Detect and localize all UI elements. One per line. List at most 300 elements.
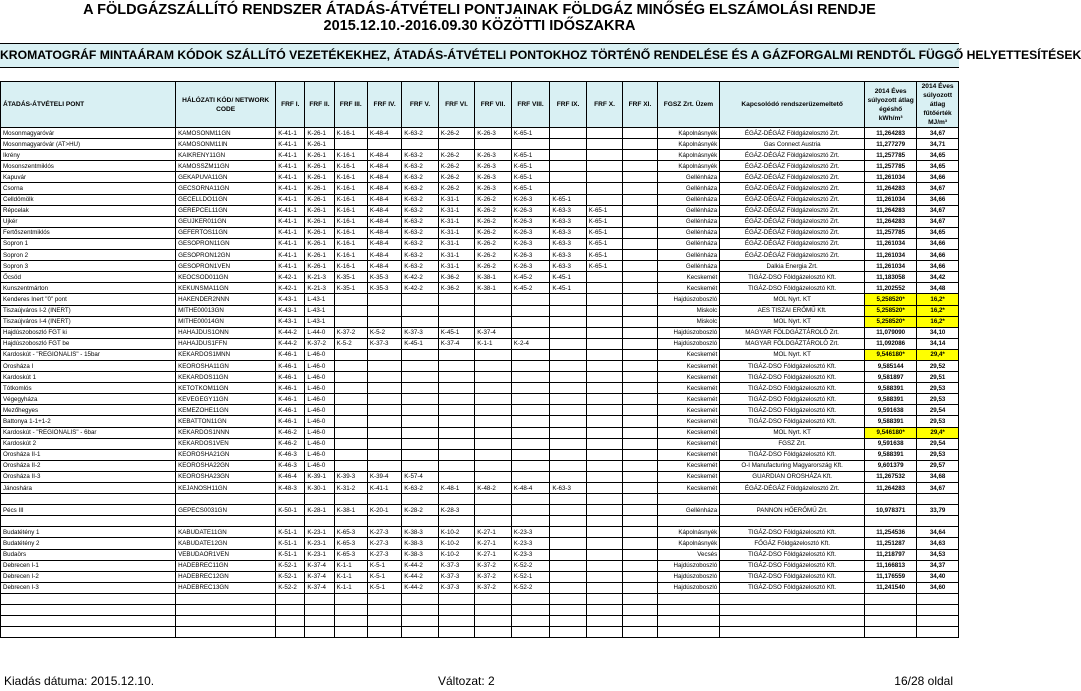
cell-frf (402, 427, 438, 438)
cell-fgsz: Gellénháza (657, 216, 720, 227)
cell-fgsz: Kecskemét (657, 471, 720, 482)
cell-calorific: 9,546180* (865, 349, 917, 360)
cell-point (1, 605, 176, 616)
cell-fgsz: Gellénháza (657, 194, 720, 205)
cell-frf: K-27-1 (475, 538, 511, 549)
cell-frf (586, 571, 622, 582)
cell-calorific: 11,257785 (865, 150, 917, 161)
cell-frf (402, 593, 438, 604)
cell-frf: K-42-1 (276, 283, 305, 294)
cell-frf (550, 360, 586, 371)
cell-frf (305, 494, 334, 505)
cell-frf (475, 494, 511, 505)
cell-operator: ÉGÁZ-DÉGÁZ Földgázelosztó Zrt. (720, 250, 865, 261)
cell-frf: K-36-2 (438, 272, 474, 283)
version: Változat: 2 (438, 674, 495, 688)
cell-point: Battonya 1-1+1-2 (1, 416, 176, 427)
cell-frf: K-26-2 (475, 238, 511, 249)
cell-fgsz: Hajdúszoboszló (657, 338, 720, 349)
cell-frf (550, 593, 586, 604)
cell-code: KEOROSHA21GN (176, 449, 276, 460)
cell-frf: K-63-3 (550, 227, 586, 238)
cell-code (176, 627, 276, 638)
cell-code: GEKAPUVA11GN (176, 172, 276, 183)
cell-frf (475, 360, 511, 371)
cell-frf (367, 427, 401, 438)
cell-code: HAHAJDUS1ONN (176, 327, 276, 338)
cell-frf (402, 416, 438, 427)
table-body (1, 128, 959, 638)
cell-frf: K-45-2 (511, 283, 550, 294)
cell-point: Ujkér (1, 216, 176, 227)
cell-frf: K-63-3 (550, 238, 586, 249)
cell-operator: ÉGÁZ-DÉGÁZ Földgázelosztó Zrt. (720, 128, 865, 139)
cell-frf (550, 438, 586, 449)
cell-frf (367, 394, 401, 405)
cell-frf (550, 494, 586, 505)
cell-operator: ÉGÁZ-DÉGÁZ Földgázelosztó Zrt. (720, 238, 865, 249)
cell-frf: K-31-1 (438, 216, 474, 227)
cell-frf (438, 449, 474, 460)
cell-code: KEBATTON11GN (176, 416, 276, 427)
cell-frf (438, 593, 474, 604)
cell-frf: K-48-4 (367, 183, 401, 194)
cell-code: GESOPRON11GN (176, 238, 276, 249)
cell-frf: K-42-2 (402, 283, 438, 294)
cell-code: KABUDATE11GN (176, 527, 276, 538)
cell-heating: 34,66 (917, 194, 959, 205)
cell-frf (334, 305, 367, 316)
cell-frf: K-39-3 (334, 471, 367, 482)
cell-frf (511, 383, 550, 394)
cell-calorific: 11,218797 (865, 549, 917, 560)
cell-frf: K-26-2 (438, 128, 474, 139)
cell-frf (550, 416, 586, 427)
col-frf8: FRF VIII. (511, 82, 550, 128)
cell-code: KAIKRENY11GN (176, 150, 276, 161)
cell-point: Őcsöd (1, 272, 176, 283)
cell-frf: K-26-2 (475, 261, 511, 272)
cell-fgsz: Vecsés (657, 549, 720, 560)
cell-frf (367, 139, 401, 150)
cell-frf: K-26-2 (475, 216, 511, 227)
cell-code: KEMEZOHE11GN (176, 405, 276, 416)
cell-operator: ÉGÁZ-DÉGÁZ Földgázelosztó Zrt. (720, 183, 865, 194)
cell-fgsz: Kecskemét (657, 416, 720, 427)
cell-frf: K-63-2 (402, 261, 438, 272)
cell-operator: TIGÁZ-DSO Földgázelosztó Kft. (720, 283, 865, 294)
cell-frf: K-26-3 (511, 205, 550, 216)
cell-frf (511, 593, 550, 604)
cell-frf: L-46-0 (305, 360, 334, 371)
cell-frf (511, 516, 550, 527)
cell-frf: K-48-4 (367, 128, 401, 139)
cell-frf (367, 516, 401, 527)
cell-frf (475, 416, 511, 427)
cell-frf (402, 605, 438, 616)
cell-frf (623, 460, 657, 471)
cell-frf: K-21-3 (305, 283, 334, 294)
cell-frf (334, 383, 367, 394)
cell-frf (438, 460, 474, 471)
cell-frf: K-65-1 (511, 183, 550, 194)
cell-frf (334, 294, 367, 305)
page-number: 16/28 oldal (894, 674, 953, 688)
cell-frf (334, 372, 367, 383)
cell-frf (438, 372, 474, 383)
cell-point: Mosonmagyaróvár (AT>HU) (1, 139, 176, 150)
cell-frf: K-37-2 (475, 571, 511, 582)
cell-calorific: 11,264283 (865, 205, 917, 216)
cell-point: Répcelak (1, 205, 176, 216)
document-period: 2015.12.10.-2016.09.30 KÖZÖTTI IDŐSZAKRA (323, 18, 636, 34)
cell-frf: K-28-3 (438, 505, 474, 516)
cell-heating: 34,67 (917, 483, 959, 494)
cell-frf: K-63-2 (402, 250, 438, 261)
cell-frf (550, 627, 586, 638)
cell-frf (475, 405, 511, 416)
cell-frf (475, 427, 511, 438)
cell-frf: K-26-3 (511, 238, 550, 249)
cell-frf: K-16-1 (334, 250, 367, 261)
cell-frf: K-27-3 (367, 538, 401, 549)
cell-operator: TIGÁZ-DSO Földgázelosztó Kft. (720, 272, 865, 283)
cell-operator: TIGÁZ-DSO Földgázelosztó Kft. (720, 372, 865, 383)
cell-operator: Dalkia Energia Zrt. (720, 261, 865, 272)
cell-frf (623, 294, 657, 305)
cell-frf (550, 605, 586, 616)
cell-frf: K-63-2 (402, 183, 438, 194)
cell-code: KETOTKOM11GN (176, 383, 276, 394)
cell-frf: K-65-3 (334, 527, 367, 538)
cell-operator: TIGÁZ-DSO Földgázelosztó Kft. (720, 527, 865, 538)
cell-frf: K-26-1 (305, 128, 334, 139)
cell-code (176, 516, 276, 527)
cell-frf (623, 505, 657, 516)
cell-frf: K-37-3 (438, 582, 474, 593)
cell-frf (334, 316, 367, 327)
cell-heating: 34,67 (917, 216, 959, 227)
cell-frf: K-31-1 (438, 261, 474, 272)
cell-operator: ÉGÁZ-DÉGÁZ Földgázelosztó Zrt. (720, 483, 865, 494)
cell-operator: ÉGÁZ-DÉGÁZ Földgázelosztó Zrt. (720, 227, 865, 238)
cell-frf: K-27-3 (367, 549, 401, 560)
cell-frf (475, 139, 511, 150)
col-frf1: FRF I. (276, 82, 305, 128)
cell-point: Ikrény (1, 150, 176, 161)
cell-frf (623, 605, 657, 616)
cell-frf (276, 516, 305, 527)
cell-fgsz: Kápolnásnyék (657, 128, 720, 139)
cell-frf (475, 605, 511, 616)
cell-frf (511, 449, 550, 460)
cell-heating: 34,71 (917, 139, 959, 150)
cell-frf (623, 360, 657, 371)
cell-heating: 34,37 (917, 560, 959, 571)
cell-frf: K-38-1 (475, 272, 511, 283)
cell-frf: K-44-2 (276, 338, 305, 349)
cell-calorific: 5,258520* (865, 294, 917, 305)
col-calorific-label: 2014 Éves súlyozott átlag égéshő (867, 87, 914, 113)
cell-frf: K-38-1 (334, 505, 367, 516)
table-spacer-row (1, 605, 959, 616)
cell-frf (586, 360, 622, 371)
cell-operator: ÉGÁZ-DÉGÁZ Földgázelosztó Zrt. (720, 161, 865, 172)
cell-frf: K-36-2 (438, 283, 474, 294)
col-frf11: FRF XI. (623, 82, 657, 128)
cell-frf: K-26-3 (475, 150, 511, 161)
cell-frf (511, 305, 550, 316)
cell-heating: 34,67 (917, 205, 959, 216)
col-frf7: FRF VII. (475, 82, 511, 128)
cell-frf: K-45-1 (550, 283, 586, 294)
cell-frf (511, 427, 550, 438)
cell-operator: MOL Nyrt. KT (720, 316, 865, 327)
cell-frf (550, 349, 586, 360)
cell-frf (367, 349, 401, 360)
cell-frf (367, 360, 401, 371)
table-row (1, 194, 959, 205)
cell-frf: L-46-0 (305, 449, 334, 460)
cell-frf (623, 427, 657, 438)
cell-frf: K-26-1 (305, 238, 334, 249)
cell-point: Kapuvár (1, 172, 176, 183)
table-row (1, 227, 959, 238)
cell-frf: K-39-1 (305, 471, 334, 482)
cell-frf (586, 383, 622, 394)
cell-fgsz: Gellénháza (657, 250, 720, 261)
cell-frf: K-35-3 (367, 272, 401, 283)
cell-frf (623, 627, 657, 638)
issue-date: Kiadás dátuma: 2015.12.10. (4, 674, 155, 688)
document-title: A FÖLDGÁZSZÁLLÍTÓ RENDSZER ÁTADÁS-ÁTVÉTELI PONTJAINAK FÖLDGÁZ MINŐSÉG ELSZÁMOLÁSI RENDJE (83, 2, 876, 18)
cell-point: Mosonszentmiklós (1, 161, 176, 172)
table-row (1, 150, 959, 161)
cell-frf (550, 294, 586, 305)
cell-frf (511, 471, 550, 482)
cell-fgsz: Kecskemét (657, 449, 720, 460)
cell-fgsz: Kecskemét (657, 438, 720, 449)
cell-frf: L-46-0 (305, 438, 334, 449)
table-row (1, 183, 959, 194)
table-spacer-row (1, 627, 959, 638)
cell-frf (511, 627, 550, 638)
cell-frf (623, 538, 657, 549)
cell-frf: K-65-3 (334, 549, 367, 560)
cell-frf: K-37-4 (305, 582, 334, 593)
cell-frf (623, 161, 657, 172)
cell-frf (475, 305, 511, 316)
cell-frf: K-46-2 (276, 438, 305, 449)
cell-frf (305, 516, 334, 527)
cell-point: Budatétény 2 (1, 538, 176, 549)
cell-code: KEVEGEGY11GN (176, 394, 276, 405)
cell-operator: MAGYAR FÖLDGÁZTÁROLÓ Zrt. (720, 338, 865, 349)
cell-frf (623, 394, 657, 405)
cell-frf (550, 582, 586, 593)
cell-heating: 16,2* (917, 316, 959, 327)
table-row (1, 449, 959, 460)
cell-frf: K-26-2 (438, 161, 474, 172)
cell-frf (438, 394, 474, 405)
cell-frf: K-48-4 (367, 150, 401, 161)
cell-frf (402, 460, 438, 471)
table-row (1, 505, 959, 516)
cell-frf: K-26-2 (475, 205, 511, 216)
cell-frf (475, 460, 511, 471)
cell-frf (511, 349, 550, 360)
col-frf6: FRF VI. (438, 82, 474, 128)
cell-frf: K-52-2 (511, 560, 550, 571)
cell-frf: L-43-1 (305, 294, 334, 305)
cell-frf (334, 438, 367, 449)
cell-heating: 16,2* (917, 305, 959, 316)
cell-frf (511, 505, 550, 516)
cell-frf: K-21-3 (305, 272, 334, 283)
cell-frf: K-16-1 (334, 261, 367, 272)
cell-fgsz: Miskolc (657, 305, 720, 316)
cell-fgsz: Kápolnásnyék (657, 150, 720, 161)
cell-frf: K-28-2 (402, 505, 438, 516)
cell-frf (511, 316, 550, 327)
cell-code: HAKENDER2NNN (176, 294, 276, 305)
cell-frf (511, 327, 550, 338)
cell-frf: K-26-2 (438, 172, 474, 183)
cell-frf (511, 460, 550, 471)
cell-operator: O-I Manufacturing Magyarország Kft. (720, 460, 865, 471)
cell-code: HADEBREC13GN (176, 582, 276, 593)
col-frf2: FRF II. (305, 82, 334, 128)
cell-frf (402, 494, 438, 505)
cell-frf: K-65-1 (586, 227, 622, 238)
cell-frf: K-43-1 (276, 305, 305, 316)
page-footer (0, 672, 959, 690)
cell-operator: TIGÁZ-DSO Földgázelosztó Kft. (720, 405, 865, 416)
cell-frf: K-65-1 (586, 238, 622, 249)
cell-fgsz: Gellénháza (657, 172, 720, 183)
cell-point: Sopron 1 (1, 238, 176, 249)
cell-heating: 16,2* (917, 294, 959, 305)
cell-frf (475, 294, 511, 305)
cell-frf: K-63-2 (402, 128, 438, 139)
cell-fgsz: Kecskemét (657, 283, 720, 294)
cell-operator: ÉGÁZ-DÉGÁZ Földgázelosztó Zrt. (720, 194, 865, 205)
cell-frf: K-38-3 (402, 538, 438, 549)
cell-frf (623, 416, 657, 427)
cell-frf: K-26-1 (305, 216, 334, 227)
col-calorific (865, 82, 917, 128)
section-heading: KROMATOGRÁF MINTAÁRAM KÓDOK SZÁLLÍTÓ VEZETÉKEKHEZ, ÁTADÁS-ÁTVÉTELI PONTOKHOZ TÖRTÉNŐ RENDELÉSE ÉS A GÁZFORGALMI RENDTŐL FÜGGŐ HELYETTESÍTÉSEK (0, 43, 959, 68)
cell-fgsz: Hajdúszoboszló (657, 560, 720, 571)
cell-frf (334, 349, 367, 360)
cell-frf: K-26-1 (305, 261, 334, 272)
cell-heating: 29,4* (917, 349, 959, 360)
cell-frf (623, 338, 657, 349)
table-row (1, 128, 959, 139)
cell-frf (334, 616, 367, 627)
cell-operator: MOL Nyrt. KT (720, 349, 865, 360)
cell-frf (586, 582, 622, 593)
cell-frf: K-63-3 (550, 205, 586, 216)
cell-calorific: 11,166813 (865, 560, 917, 571)
cell-point: Pécs III (1, 505, 176, 516)
cell-frf (276, 494, 305, 505)
cell-frf (623, 305, 657, 316)
cell-frf (367, 383, 401, 394)
cell-frf (334, 139, 367, 150)
cell-frf (623, 227, 657, 238)
cell-frf (550, 316, 586, 327)
cell-frf (623, 560, 657, 571)
cell-point: Kardoskút 2 (1, 438, 176, 449)
cell-point: Tótkomlós (1, 383, 176, 394)
cell-calorific: 9,588391 (865, 416, 917, 427)
col-frf4: FRF IV. (367, 82, 401, 128)
cell-frf (475, 449, 511, 460)
cell-point: Hajdúszoboszló FGT ki (1, 327, 176, 338)
cell-frf (623, 516, 657, 527)
cell-frf: K-37-3 (438, 560, 474, 571)
cell-frf (511, 394, 550, 405)
cell-calorific: 11,261034 (865, 172, 917, 183)
cell-frf: K-1-1 (334, 571, 367, 582)
cell-frf: K-41-1 (276, 172, 305, 183)
cell-frf (402, 449, 438, 460)
cell-frf (550, 327, 586, 338)
cell-frf: K-1-1 (334, 560, 367, 571)
table-row (1, 316, 959, 327)
cell-frf: K-37-3 (367, 338, 401, 349)
cell-frf: L-46-0 (305, 416, 334, 427)
cell-frf: K-35-1 (334, 283, 367, 294)
cell-frf: K-65-1 (511, 150, 550, 161)
cell-code: GEPECS0031GN (176, 505, 276, 516)
cell-fgsz: Kecskemét (657, 405, 720, 416)
cell-frf (305, 627, 334, 638)
cell-frf: K-41-1 (276, 139, 305, 150)
cell-point: Végegyháza (1, 394, 176, 405)
cell-point: Kardoskút - "REGIONALIS" - 6bar (1, 427, 176, 438)
cell-frf (586, 427, 622, 438)
table-row (1, 238, 959, 249)
cell-point: Mosonmagyaróvár (1, 128, 176, 139)
cell-frf (623, 327, 657, 338)
cell-frf (586, 183, 622, 194)
cell-frf (623, 527, 657, 538)
cell-frf (334, 360, 367, 371)
cell-frf: K-41-1 (367, 483, 401, 494)
col-frf10: FRF X. (586, 82, 622, 128)
cell-frf (550, 372, 586, 383)
cell-operator: FGSZ Zrt. (720, 438, 865, 449)
table-row (1, 327, 959, 338)
cell-frf (511, 605, 550, 616)
cell-point: Fertőszentmiklós (1, 227, 176, 238)
cell-frf: K-63-3 (550, 250, 586, 261)
cell-frf: K-37-3 (438, 571, 474, 582)
cell-frf: K-52-2 (511, 582, 550, 593)
cell-frf: K-10-2 (438, 527, 474, 538)
cell-point: Kunszentmárton (1, 283, 176, 294)
table-row (1, 139, 959, 150)
cell-frf: K-65-1 (586, 205, 622, 216)
cell-frf (438, 471, 474, 482)
cell-frf (623, 261, 657, 272)
cell-point (1, 516, 176, 527)
cell-frf: K-27-1 (475, 549, 511, 560)
cell-calorific: 5,258520* (865, 316, 917, 327)
cell-heating: 29,51 (917, 372, 959, 383)
